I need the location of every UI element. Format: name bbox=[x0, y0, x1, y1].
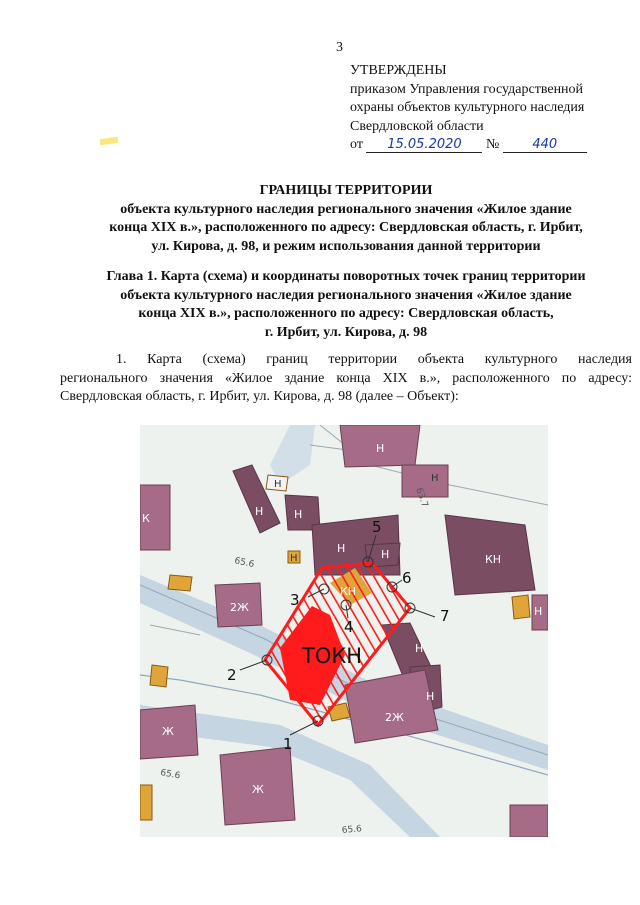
outbuilding-label: Н bbox=[431, 473, 439, 484]
paragraph-rest: регионального значения «Жилое здание конца XIX в.», расположенного по адресу: Свердловская область, г. Ирбит, ул. Кирова, д. 98 (далее – Объект): bbox=[60, 370, 632, 404]
building-label: Н bbox=[337, 542, 346, 555]
building-label: Н bbox=[255, 505, 264, 518]
paragraph-1 bbox=[60, 351, 632, 407]
outbuilding-label: Н bbox=[274, 479, 282, 490]
chapter-heading bbox=[60, 268, 632, 342]
approval-block bbox=[350, 62, 630, 155]
point-label-5: 5 bbox=[372, 518, 382, 536]
building-label: Н bbox=[415, 642, 424, 655]
outbuilding-label: Н bbox=[290, 553, 298, 564]
outbuilding bbox=[512, 595, 530, 619]
point-label-7: 7 bbox=[440, 607, 450, 625]
title-line: ГРАНИЦЫ ТЕРРИТОРИИ bbox=[259, 183, 433, 198]
handwritten-date: 15.05.2020 bbox=[366, 138, 482, 153]
title-line: ул. Кирова, д. 98, и режим использования данной территории bbox=[151, 238, 541, 254]
territory-map bbox=[140, 425, 548, 837]
chapter-line: г. Ирбит, ул. Кирова, д. 98 bbox=[264, 324, 428, 340]
approval-line: охраны объектов культурного наследия bbox=[350, 100, 585, 115]
approval-date-line bbox=[350, 136, 630, 155]
elevation: 65.6 bbox=[159, 768, 181, 782]
highlight-mark bbox=[100, 137, 119, 145]
building bbox=[510, 805, 548, 837]
building-label: Н bbox=[376, 442, 385, 455]
point-label-1: 1 bbox=[283, 735, 293, 753]
point-label-3: 3 bbox=[290, 591, 300, 609]
title-line: объекта культурного наследия регионального значения «Жилое здание bbox=[120, 201, 572, 217]
point-label-2: 2 bbox=[227, 666, 237, 684]
building-label: К bbox=[142, 512, 150, 525]
building-label: КН bbox=[340, 585, 357, 598]
approval-line: Свердловской области bbox=[350, 118, 484, 134]
paragraph-first-line: 1. Карта (схема) границ территории объекта культурного наследия bbox=[116, 352, 632, 367]
building-label: Ж bbox=[162, 725, 174, 738]
chapter-line: Глава 1. Карта (схема) и координаты поворотных точек границ территории bbox=[106, 269, 586, 284]
chapter-line: конца XIX в.», расположенного по адресу: Свердловская область, bbox=[138, 306, 554, 321]
elevation: 65.6 bbox=[233, 556, 256, 571]
building-label: Н bbox=[426, 690, 435, 703]
approval-heading: УТВЕРЖДЕНЫ bbox=[350, 63, 447, 78]
document-title bbox=[60, 182, 632, 256]
object-label: ТОКН bbox=[302, 644, 363, 668]
point-label-6: 6 bbox=[402, 569, 412, 587]
approval-line: приказом Управления государственной bbox=[350, 81, 584, 97]
outbuilding bbox=[150, 665, 168, 687]
building-label: Ж bbox=[252, 783, 264, 796]
building-label: Н bbox=[534, 605, 543, 618]
building-label: 2Ж bbox=[230, 601, 249, 614]
chapter-line: объекта культурного наследия регионального значения «Жилое здание bbox=[120, 287, 572, 303]
building-label: 2Ж bbox=[385, 711, 404, 724]
elevation: 63.7 bbox=[413, 486, 430, 509]
page-number: 3 bbox=[336, 40, 343, 55]
handwritten-number: 440 bbox=[503, 138, 587, 153]
outbuilding bbox=[168, 575, 192, 591]
building-label: КН bbox=[485, 553, 502, 566]
outbuilding bbox=[140, 785, 152, 820]
elevation: 65.6 bbox=[341, 824, 363, 836]
title-line: конца XIX в.», расположенного по адресу: Свердловская область, г. Ирбит, bbox=[109, 220, 583, 235]
building-label: Н bbox=[381, 548, 390, 561]
number-label: № bbox=[485, 137, 500, 152]
point-label-4: 4 bbox=[344, 618, 354, 636]
building-label: Н bbox=[294, 508, 303, 521]
from-label: от bbox=[350, 137, 363, 152]
